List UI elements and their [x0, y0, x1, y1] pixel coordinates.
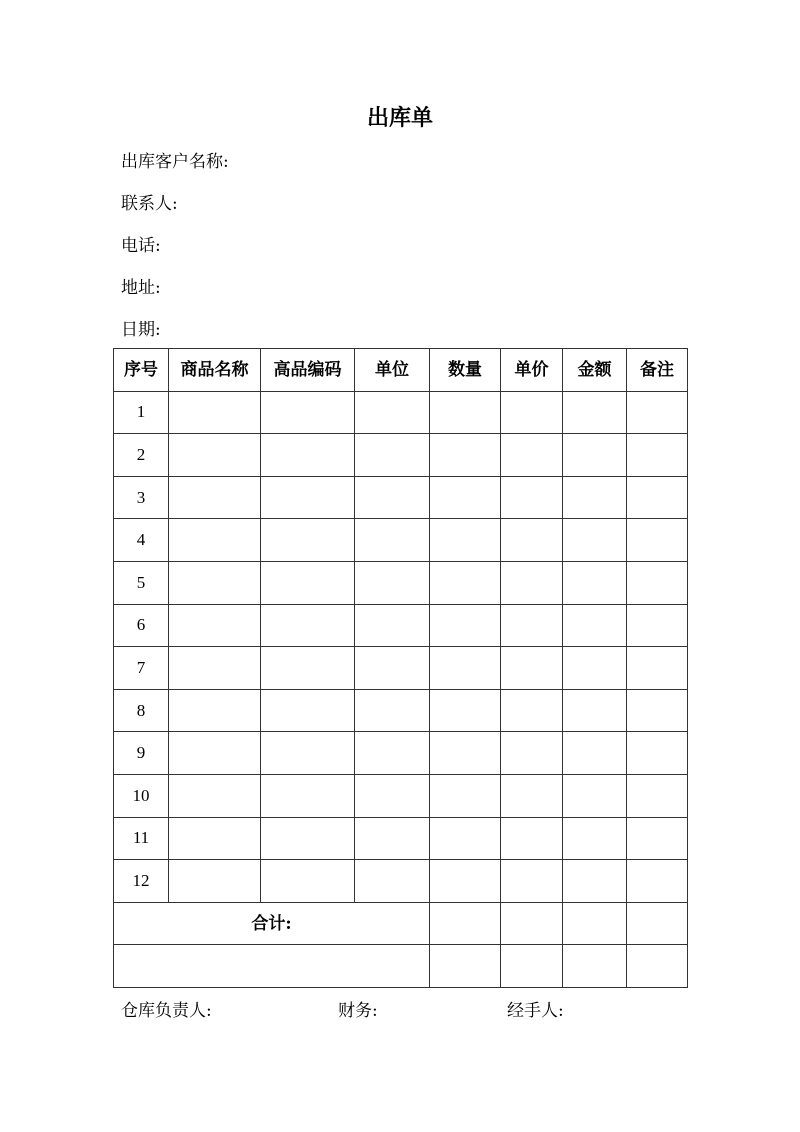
product-code-cell[interactable] [261, 647, 355, 690]
unit-price-cell[interactable] [501, 774, 563, 817]
amount-cell[interactable] [563, 860, 627, 903]
table-row [114, 391, 688, 434]
unit-price-cell[interactable] [501, 476, 563, 519]
product-name-cell[interactable] [169, 647, 261, 690]
quantity-cell[interactable] [430, 476, 501, 519]
product-code-cell[interactable] [261, 774, 355, 817]
table-body [114, 391, 688, 987]
remarks-cell[interactable] [627, 434, 688, 477]
product-code-cell[interactable] [261, 604, 355, 647]
unit-price-cell[interactable] [501, 604, 563, 647]
unit-cell[interactable] [355, 604, 430, 647]
product-code-cell[interactable] [261, 689, 355, 732]
quantity-cell[interactable] [430, 689, 501, 732]
table-row [114, 604, 688, 647]
product-code-cell[interactable] [261, 434, 355, 477]
table-row [114, 561, 688, 604]
unit-cell[interactable] [355, 434, 430, 477]
quantity-cell[interactable] [430, 519, 501, 562]
quantity-cell[interactable] [430, 860, 501, 903]
header-amount: 金额 [563, 349, 627, 392]
row-number: 12 [114, 860, 169, 903]
amount-cell[interactable] [563, 434, 627, 477]
unit-price-cell[interactable] [501, 689, 563, 732]
unit-cell[interactable] [355, 391, 430, 434]
product-name-cell[interactable] [169, 476, 261, 519]
remarks-cell[interactable] [627, 860, 688, 903]
unit-price-cell[interactable] [501, 561, 563, 604]
header-remarks: 备注 [627, 349, 688, 392]
amount-cell[interactable] [563, 391, 627, 434]
unit-cell[interactable] [355, 519, 430, 562]
blank-cell[interactable] [430, 945, 501, 988]
row-number: 10 [114, 774, 169, 817]
row-number: 3 [114, 476, 169, 519]
table-row [114, 860, 688, 903]
header-unit: 单位 [355, 349, 430, 392]
quantity-cell[interactable] [430, 434, 501, 477]
unit-price-cell[interactable] [501, 860, 563, 903]
table-row [114, 689, 688, 732]
unit-cell[interactable] [355, 647, 430, 690]
total-unit-price-cell[interactable] [501, 902, 563, 945]
blank-cell[interactable] [563, 945, 627, 988]
header-unit-price: 单价 [501, 349, 563, 392]
unit-price-cell[interactable] [501, 817, 563, 860]
total-label: 合计: [114, 902, 430, 945]
product-code-cell[interactable] [261, 476, 355, 519]
header-seq: 序号 [114, 349, 169, 392]
table-row [114, 647, 688, 690]
product-name-cell[interactable] [169, 434, 261, 477]
amount-cell[interactable] [563, 561, 627, 604]
quantity-cell[interactable] [430, 561, 501, 604]
remarks-cell[interactable] [627, 817, 688, 860]
product-code-cell[interactable] [261, 860, 355, 903]
blank-merged-cell[interactable] [114, 945, 430, 988]
remarks-cell[interactable] [627, 561, 688, 604]
product-code-cell[interactable] [261, 519, 355, 562]
document-title: 出库单 [366, 105, 433, 131]
row-number: 2 [114, 434, 169, 477]
amount-cell[interactable] [563, 689, 627, 732]
amount-cell[interactable] [563, 647, 627, 690]
unit-cell[interactable] [355, 732, 430, 775]
quantity-cell[interactable] [430, 732, 501, 775]
amount-cell[interactable] [563, 519, 627, 562]
remarks-cell[interactable] [627, 519, 688, 562]
finance-label: 财务: [338, 1001, 378, 1021]
remarks-cell[interactable] [627, 647, 688, 690]
unit-cell[interactable] [355, 689, 430, 732]
product-code-cell[interactable] [261, 391, 355, 434]
handler-label: 经手人: [507, 1001, 564, 1021]
amount-cell[interactable] [563, 774, 627, 817]
product-name-cell[interactable] [169, 561, 261, 604]
row-number: 5 [114, 561, 169, 604]
product-name-cell[interactable] [169, 774, 261, 817]
header-quantity: 数量 [430, 349, 501, 392]
quantity-cell[interactable] [430, 604, 501, 647]
unit-price-cell[interactable] [501, 434, 563, 477]
blank-row [114, 945, 688, 988]
unit-price-cell[interactable] [501, 732, 563, 775]
total-remarks-cell[interactable] [627, 902, 688, 945]
table-row [114, 434, 688, 477]
header-product-name: 商品名称 [169, 349, 261, 392]
row-number: 8 [114, 689, 169, 732]
header-product-code: 高品编码 [261, 349, 355, 392]
amount-cell[interactable] [563, 604, 627, 647]
product-name-cell[interactable] [169, 604, 261, 647]
date-label: 日期: [121, 320, 161, 340]
remarks-cell[interactable] [627, 774, 688, 817]
amount-cell[interactable] [563, 476, 627, 519]
warehouse-manager-label: 仓库负责人: [121, 1001, 212, 1021]
product-name-cell[interactable] [169, 732, 261, 775]
remarks-cell[interactable] [627, 689, 688, 732]
product-name-cell[interactable] [169, 689, 261, 732]
row-number: 4 [114, 519, 169, 562]
table-row [114, 519, 688, 562]
total-quantity-cell[interactable] [430, 902, 501, 945]
total-amount-cell[interactable] [563, 902, 627, 945]
quantity-cell[interactable] [430, 774, 501, 817]
quantity-cell[interactable] [430, 817, 501, 860]
phone-label: 电话: [121, 236, 161, 256]
remarks-cell[interactable] [627, 732, 688, 775]
unit-cell[interactable] [355, 817, 430, 860]
quantity-cell[interactable] [430, 647, 501, 690]
table-row [114, 774, 688, 817]
remarks-cell[interactable] [627, 476, 688, 519]
product-name-cell[interactable] [169, 519, 261, 562]
product-code-cell[interactable] [261, 561, 355, 604]
customer-name-label: 出库客户名称: [121, 152, 229, 172]
unit-cell[interactable] [355, 860, 430, 903]
total-row [114, 902, 688, 945]
address-label: 地址: [121, 278, 161, 298]
row-number: 11 [114, 817, 169, 860]
unit-cell[interactable] [355, 774, 430, 817]
blank-cell[interactable] [501, 945, 563, 988]
remarks-cell[interactable] [627, 604, 688, 647]
table-row [114, 817, 688, 860]
product-code-cell[interactable] [261, 732, 355, 775]
product-name-cell[interactable] [169, 860, 261, 903]
amount-cell[interactable] [563, 817, 627, 860]
contact-label: 联系人: [121, 194, 178, 214]
table-row [114, 732, 688, 775]
table-row [114, 476, 688, 519]
row-number: 7 [114, 647, 169, 690]
remarks-cell[interactable] [627, 391, 688, 434]
quantity-cell[interactable] [430, 391, 501, 434]
row-number: 9 [114, 732, 169, 775]
unit-cell[interactable] [355, 476, 430, 519]
table-header-row [114, 349, 688, 392]
outbound-table [113, 348, 688, 988]
amount-cell[interactable] [563, 732, 627, 775]
unit-price-cell[interactable] [501, 647, 563, 690]
product-name-cell[interactable] [169, 391, 261, 434]
unit-price-cell[interactable] [501, 519, 563, 562]
blank-cell[interactable] [627, 945, 688, 988]
product-code-cell[interactable] [261, 817, 355, 860]
row-number: 1 [114, 391, 169, 434]
unit-cell[interactable] [355, 561, 430, 604]
unit-price-cell[interactable] [501, 391, 563, 434]
row-number: 6 [114, 604, 169, 647]
product-name-cell[interactable] [169, 817, 261, 860]
